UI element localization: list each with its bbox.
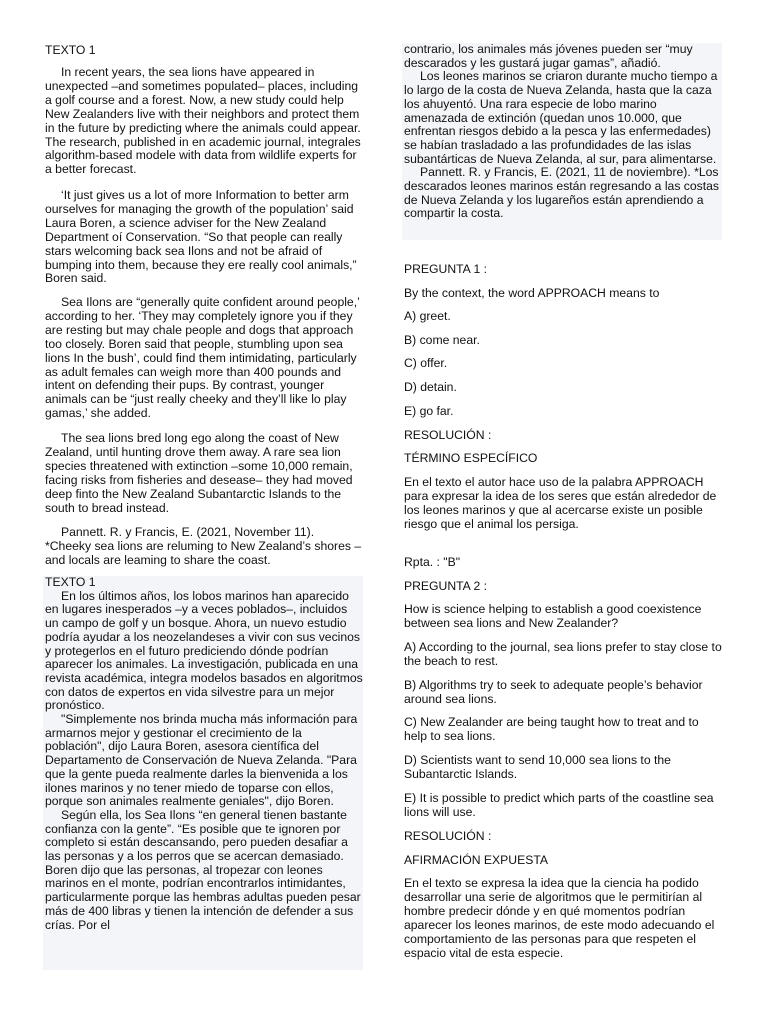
es-paragraph-2: "Simplemente nos brinda mucha más información para armarnos mejor y gestionar el crecimiento de la población", dijo Laura Boren, asesora científica del Departamento de Conservación de Nueva Zelanda. "Para que la gente pueda realmente darles la bienvenida a los ilones marinos y no tener miedo de toparse con ellos, porque son animales realmente geniales", dijo Boren. xyxy=(45,712,358,809)
en-paragraph-3: Sea Ilons are “generally quite confident around people,’ according to her. ‘They may completely ignore you if they are resting but may chale people and dogs that approach too closely. Boren said that people, stumbling upon sea lions In the bush’, could find them intimidating, particularly as adult females can weigh more than 400 pounds and intent on defending their pups. By contrast, younger animals can be “just really cheeky and they’ll like lo play gamas,’ she added. xyxy=(45,295,360,421)
question-2-option-d: D) Scientists want to send 10,000 sea lions to the Subantarctic Islands. xyxy=(404,753,671,781)
question-2-option-e: E) It is possible to predict which parts of the coastline sea lions will use. xyxy=(404,791,714,819)
es-paragraph-3-cont: contrario, los animales más jóvenes pueden ser “muy descarados y les gustará jugar gamas”, añadió. xyxy=(404,42,693,70)
question-1-option-e: E) go far. xyxy=(404,404,454,418)
resolution-2-subtitle: AFIRMACIÓN EXPUESTA xyxy=(404,853,549,867)
question-1-option-b: B) come near. xyxy=(404,333,480,347)
resolution-1-title: RESOLUCIÓN : xyxy=(404,428,492,442)
es-paragraph-3: Según ella, los Sea Ilons “en general tienen bastante confianza con la gente”. “Es posible que te ignoren por completo si están descansando, pero pueden desafiar a las personas y a los perros que se acercan demasiado. Boren dijo que las personas, al tropezar con leones marinos en el monte, podrían encontrarlos intimidantes, particularmente porque las hembras adultas pueden pesar más de 400 libras y tienen la intención de defender a sus crías. Por el xyxy=(45,807,361,932)
question-1-option-a: A) greet. xyxy=(404,309,451,323)
question-1-text: By the context, the word APPROACH means to xyxy=(404,286,660,300)
es-reference: Pannett. R. y Francis, E. (2021, 11 de noviembre). *Los descarados leones marinos están regresando a las costas de Nueva Zelanda y los lugareños están aprendiendo a compartir la costa. xyxy=(404,165,720,221)
question-2-option-c: C) New Zealander are being taught how to treat and to help to sea lions. xyxy=(404,715,699,743)
resolution-1-answer: Rpta. : "B" xyxy=(404,555,461,569)
es-paragraph-4: Los leones marinos se criaron durante mucho tiempo a lo largo de la costa de Nueva Zelanda, hasta que la caza los ahuyentó. Una rara especie de lobo marino amenazada de extinción (quedan unos 10.000, que enfrentan riesgos debido a la pesca y las enfermedades) se habían trasladado a las profundidades de las islas subantárticas de Nueva Zelanda, al sur, para alimentarse. xyxy=(404,69,718,166)
texto1-es-title: TEXTO 1 xyxy=(45,575,96,589)
question-2-option-b: B) Algorithms try to seek to adequate people’s behavior around sea lions. xyxy=(404,678,703,706)
resolution-1-subtitle: TÉRMINO ESPECÍFICO xyxy=(404,451,538,465)
resolution-1-text: En el texto el autor hace uso de la palabra APPROACH para expresar la idea de los seres que están alrededor de los leones marinos y que al acercarse existe un posible riesgo que el animal los persiga. xyxy=(404,475,717,531)
en-paragraph-2: ‘It just gives us a lot of more Information to better arm ourselves for managing the growth of the population’ said Laura Boren, a science adviser for the New Zealand Department oí Conservation. “So that people can really stars welcoming back sea Ilons and not be afraid of bumping into them, because they ere really cool animals,” Boren said. xyxy=(45,188,357,286)
es-paragraph-1: En los últimos años, los lobos marinos han aparecido en lugares inesperados –y a veces poblados–, incluidos un campo de golf y un bosque. Ahora, un nuevo estudio podría ayudar a los neozelandeses a vivir con sus vecinos y protegerlos en el futuro prediciendo dónde podrían aparecer los animales. La investigación, publicada en una revista académica, integra modelos basados en algoritmos con datos de expertos en vida silvestre para un mejor pronóstico. xyxy=(45,588,363,713)
es-text-block-cont xyxy=(402,43,722,240)
en-paragraph-1: In recent years, the sea lions have appeared in unexpected –and sometimes populated– places, including a golf course and a forest. Now, a new study could help New Zealanders live with their neighbors and protect them in the future by predicting where the animals could appear. The research, published in en academic journal, integrales algorithm-based modele with data from wildlife experts for a better forecast. xyxy=(45,65,361,177)
question-1-option-d: D) detain. xyxy=(404,380,457,394)
en-paragraph-4: The sea lions bred long ego along the coast of New Zealand, until hunting drove them away. A rare sea lion species threatened with extinction –some 10,000 remain, facing risks from fisheries and desease– they had moved deep finto the New Zealand Subantarctic Islands to the south to bread instead. xyxy=(45,431,353,515)
question-1-option-c: C) offer. xyxy=(404,356,448,370)
question-2-title: PREGUNTA 2 : xyxy=(404,579,488,593)
question-1-title: PREGUNTA 1 : xyxy=(404,262,488,276)
question-2-text: How is science helping to establish a good coexistence between sea lions and New Zealander? xyxy=(404,602,702,630)
texto1-en-title: TEXTO 1 xyxy=(45,43,96,57)
resolution-2-title: RESOLUCIÓN : xyxy=(404,829,492,843)
es-text-block xyxy=(43,576,363,970)
en-reference: Pannett. R. y Francis, E. (2021, November 11). *Cheeky sea lions are reluming to New Zealand’s shores –and locals are leaming to share the coast. xyxy=(45,525,362,567)
resolution-2-text: En el texto se expresa la idea que la ciencia ha podido desarrollar una serie de algoritmos que le permitirían al hombre predecir dónde y en qué momentos podrían aparecer los leones marinos, de este modo adecuando el comportamiento de las personas para que respeten el espacio vital de esta especie. xyxy=(404,876,715,960)
question-2-option-a: A) According to the journal, sea lions prefer to stay close to the beach to rest. xyxy=(404,640,722,668)
